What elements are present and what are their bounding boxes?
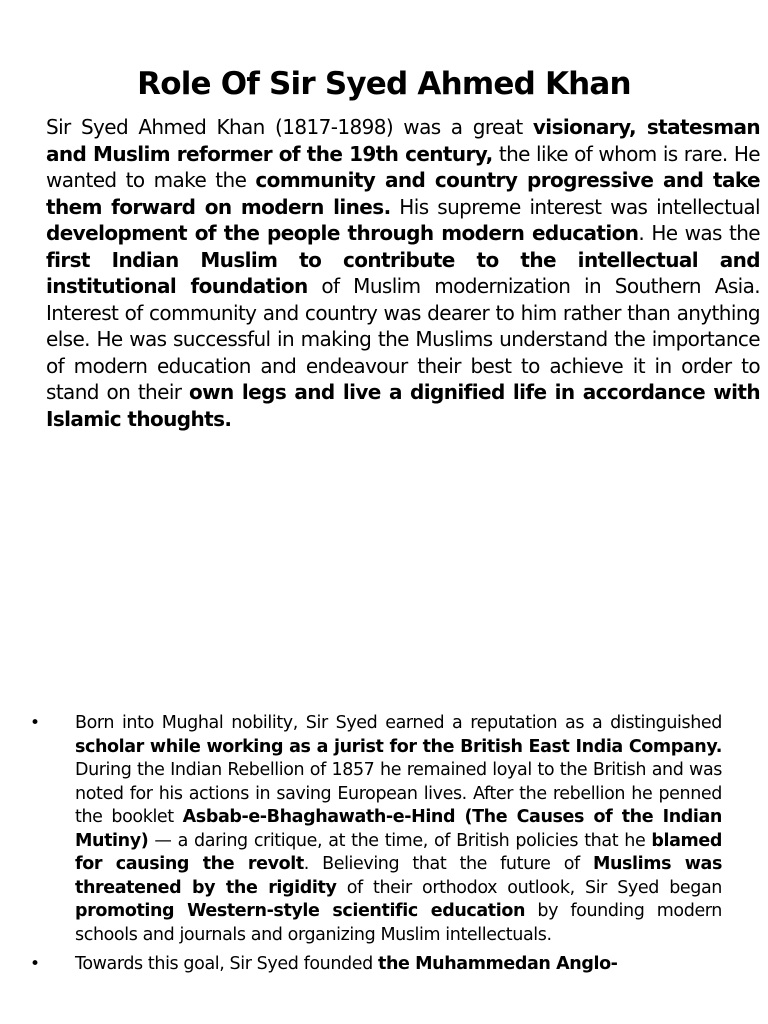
- intro-bold-text: own legs and live a dignified life in accordance with Islamic thoughts.: [46, 380, 760, 431]
- intro-text: . He was the: [638, 221, 760, 245]
- bullet-bold-text: the Muhammedan Anglo-: [377, 954, 618, 974]
- bullet-bold-text: Asbab-e-Bhaghawath-e-Hind (The Causes of the Indian Mutiny): [75, 807, 722, 851]
- intro-bold-text: first Indian Muslim to contribute to the intellectual and institutional foundation: [46, 247, 760, 298]
- intro-text: the like of whom is rare. He wanted to make the: [46, 141, 760, 192]
- bullet-bold-text: promoting Western-style scientific education: [75, 901, 526, 921]
- intro-text: of Muslim modernization in Southern Asia. Interest of community and country was dearer to him rather than anything else. He was successful in making the Muslims understand the importance of modern education and endeavour their best to achieve it in order to stand on their: [46, 274, 760, 404]
- bullet-bold-text: blamed for causing the revolt: [75, 830, 722, 874]
- bullet-text: Towards this goal, Sir Syed founded: [75, 954, 378, 974]
- slide-title: Role Of Sir Syed Ahmed Khan: [137, 66, 631, 102]
- bullet-icon: •: [30, 713, 40, 733]
- bullet-icon: •: [30, 954, 40, 974]
- bullet-list: [30, 712, 722, 983]
- intro-bold-text: community and country progressive and take them forward on modern lines.: [46, 168, 760, 219]
- intro-paragraph: [46, 114, 760, 432]
- bullet-item: [30, 712, 722, 947]
- intro-text: Sir Syed Ahmed Khan (1817-1898) was a great: [46, 115, 533, 139]
- bullet-bold-text: Muslims was threatened by the rigidity: [75, 854, 722, 898]
- bullet-text: During the Indian Rebellion of 1857 he remained loyal to the British and was noted for his actions in saving European lives. After the rebellion he penned the booklet: [75, 760, 722, 827]
- bullet-text: Born into Mughal nobility, Sir Syed earned a reputation as a distinguished: [75, 713, 722, 733]
- intro-text: His supreme interest was intellectual: [390, 194, 761, 219]
- bullet-bold-text: scholar while working as a jurist for the British East India Company.: [75, 736, 722, 757]
- bullet-text: . Believing that the future of: [303, 854, 593, 874]
- bullet-text: by founding modern schools and journals and organizing Muslim intellectuals.: [75, 901, 722, 945]
- bullet-item: [30, 953, 722, 977]
- bullet-text: of their orthodox outlook, Sir Syed began: [336, 877, 722, 898]
- intro-bold-text: visionary, statesman and Muslim reformer of the 19th century,: [46, 115, 760, 166]
- bullet-text: — a daring critique, at the time, of British policies that he: [148, 830, 652, 851]
- intro-bold-text: development of the people through modern education: [46, 221, 639, 245]
